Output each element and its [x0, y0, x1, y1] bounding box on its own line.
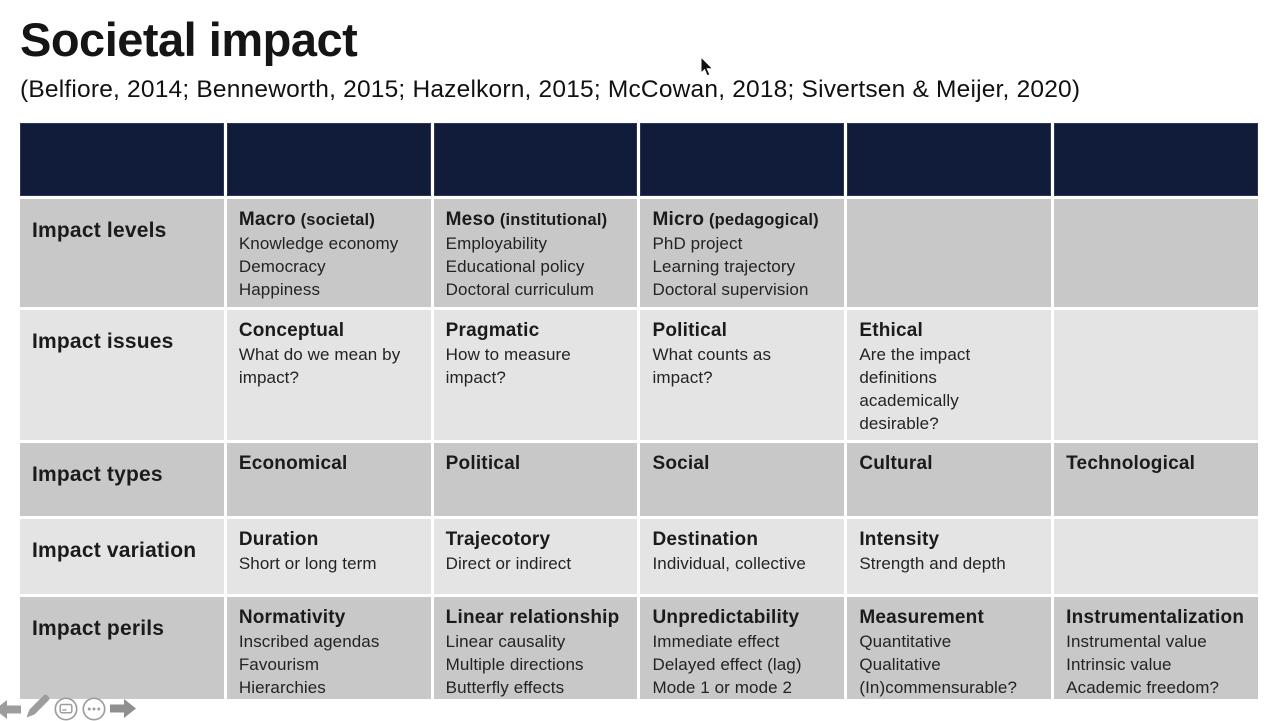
cell-line: Knowledge economy [238, 234, 399, 253]
cell-title: Political [652, 320, 728, 341]
row-label-cell [20, 519, 224, 594]
table-cell [227, 199, 431, 307]
cell-line: Linear causality [445, 632, 566, 651]
cell-title: Measurement [859, 607, 985, 628]
table-cell [1054, 597, 1258, 699]
mouse-pointer-icon [700, 56, 714, 82]
table-header-cell [847, 123, 1051, 196]
cell-line: impact? [445, 368, 506, 387]
cell-title: Political [445, 453, 521, 474]
cell-title: Technological [1066, 453, 1196, 474]
cell-line: How to measure [445, 345, 571, 364]
cell-line: Qualitative [859, 655, 941, 674]
cell-line: impact? [238, 368, 300, 387]
cell-line: Learning trajectory [652, 257, 796, 276]
cell-line: Quantitative [859, 632, 952, 651]
cell-line: Are the impact [859, 345, 971, 364]
cell-title: Linear relationship [445, 607, 620, 628]
cell-line: Favourism [238, 655, 320, 674]
cell-line: Inscribed agendas [238, 632, 380, 651]
cell-title: Instrumentalization [1066, 607, 1245, 628]
cell-title: Pragmatic [445, 320, 540, 341]
table-cell [227, 519, 431, 594]
table-cell [640, 519, 844, 594]
cell-line: (In)commensurable? [859, 678, 1018, 697]
row-label-cell [20, 199, 224, 307]
see-all-slides-icon[interactable] [54, 697, 78, 721]
table-header-cell [640, 123, 844, 196]
table-cell [434, 199, 638, 307]
impact-table [20, 123, 1258, 699]
row-label: Impact types [32, 463, 163, 486]
cell-line: Individual, collective [652, 554, 806, 573]
cell-title: Macro (societal) [238, 209, 376, 230]
table-cell [847, 519, 1051, 594]
cell-line: Hierarchies [238, 678, 326, 697]
row-label: Impact variation [32, 539, 197, 562]
cell-line: Delayed effect (lag) [652, 655, 802, 674]
cell-line: What do we mean by [238, 345, 401, 364]
table-header-cell [1054, 123, 1258, 196]
table-cell [227, 310, 431, 440]
cell-line: PhD project [652, 234, 743, 253]
cell-line: Educational policy [445, 257, 585, 276]
cell-line: impact? [652, 368, 713, 387]
cell-title-note: (societal) [295, 211, 376, 229]
table-cell [434, 597, 638, 699]
cell-title: Micro (pedagogical) [652, 209, 819, 230]
table-cell [227, 443, 431, 516]
cell-title: Meso (institutional) [445, 209, 608, 230]
cell-title: Social [652, 453, 710, 474]
table-header-cell [227, 123, 431, 196]
table-header-cell [20, 123, 224, 196]
row-label: Impact issues [32, 330, 174, 353]
cell-line: Immediate effect [652, 632, 780, 651]
cell-line: Intrinsic value [1066, 655, 1172, 674]
cell-title: Destination [652, 529, 759, 550]
previous-slide-arrow-icon[interactable] [0, 700, 21, 719]
row-label: Impact perils [32, 617, 165, 640]
table-cell [1054, 443, 1258, 516]
table-cell [847, 597, 1051, 699]
table-cell [640, 597, 844, 699]
table-cell [1054, 199, 1258, 307]
cell-line: Butterfly effects [445, 678, 565, 697]
cell-line: Strength and depth [859, 554, 1006, 573]
table-cell [640, 443, 844, 516]
table-cell [227, 597, 431, 699]
cell-line: What counts as [652, 345, 772, 364]
table-cell [1054, 310, 1258, 440]
cell-line: Mode 1 or mode 2 [652, 678, 793, 697]
cell-title: Economical [238, 453, 348, 474]
table-cell [640, 199, 844, 307]
citation-line: (Belfiore, 2014; Benneworth, 2015; Hazelkorn, 2015; McCowan, 2018; Sivertsen & Meijer, 2020) [20, 76, 1081, 103]
cell-line: definitions [859, 368, 937, 387]
row-label-cell [20, 310, 224, 440]
cell-title: Intensity [859, 529, 940, 550]
cell-line: Multiple directions [445, 655, 584, 674]
cell-line: Short or long term [238, 554, 377, 573]
table-header-cell [434, 123, 638, 196]
cell-title-note: (institutional) [495, 211, 608, 229]
table-cell [434, 310, 638, 440]
cell-title: Trajecotory [445, 529, 551, 550]
table-cell [434, 443, 638, 516]
cell-line: Employability [445, 234, 548, 253]
cell-title: Normativity [238, 607, 346, 628]
row-label: Impact levels [32, 219, 167, 242]
cell-title: Ethical [859, 320, 924, 341]
table-cell [847, 310, 1051, 440]
table-cell [640, 310, 844, 440]
table-cell [847, 443, 1051, 516]
row-label-cell [20, 443, 224, 516]
cell-title: Duration [238, 529, 319, 550]
table-cell [847, 199, 1051, 307]
cell-line: academically [859, 391, 959, 410]
table-cell [434, 519, 638, 594]
cell-line: desirable? [859, 414, 939, 433]
cell-title-note: (pedagogical) [704, 211, 819, 229]
cell-title: Unpredictability [652, 607, 800, 628]
cell-line: Doctoral supervision [652, 280, 809, 299]
cell-line: Doctoral curriculum [445, 280, 594, 299]
page-title: Societal impact [20, 13, 358, 66]
more-options-icon[interactable] [82, 697, 106, 721]
cell-line: Direct or indirect [445, 554, 572, 573]
cell-line: Happiness [238, 280, 321, 299]
cell-title: Cultural [859, 453, 933, 474]
cell-title: Conceptual [238, 320, 345, 341]
table-cell [1054, 519, 1258, 594]
cell-line: Democracy [238, 257, 326, 276]
cell-line: Academic freedom? [1066, 678, 1220, 697]
cell-line: Instrumental value [1066, 632, 1207, 651]
row-label-cell [20, 597, 224, 699]
next-slide-arrow-icon[interactable] [110, 699, 136, 718]
pen-icon[interactable] [24, 692, 52, 720]
